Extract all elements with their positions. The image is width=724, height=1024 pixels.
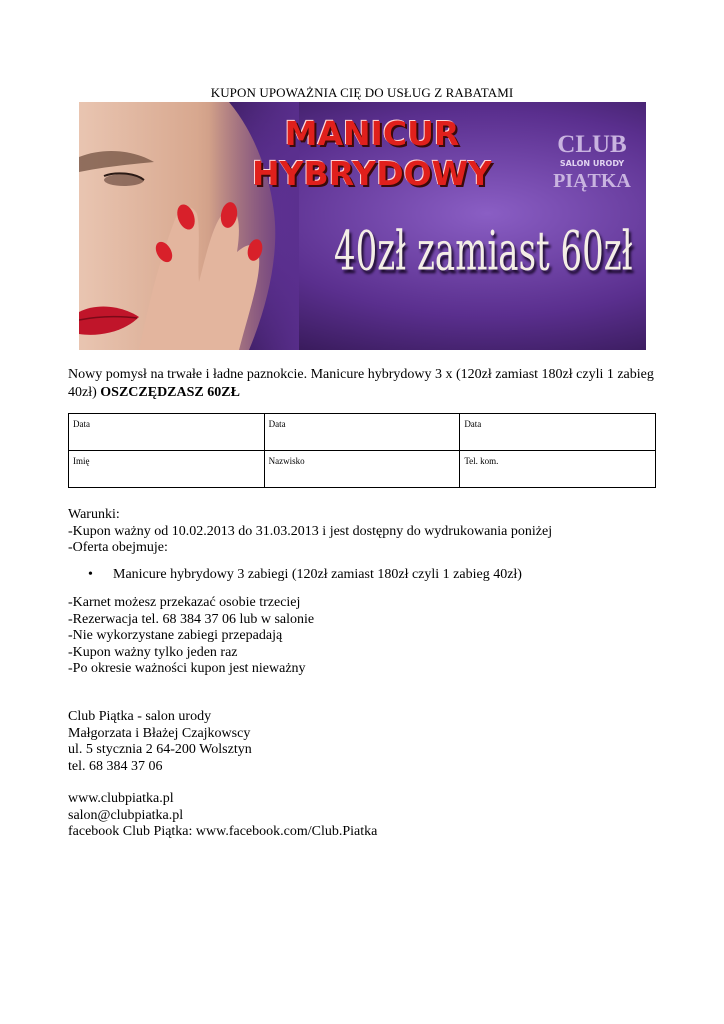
promo-banner [79, 102, 646, 350]
facebook-link[interactable]: facebook Club Piątka: www.facebook.com/Club.Piatka [68, 824, 378, 839]
contact-section [68, 709, 668, 841]
salon-name: Club Piątka - salon urody [68, 709, 212, 724]
validity-line: -Kupon ważny od 10.02.2013 do 31.03.2013 i jest dostępny do wydrukowania poniżej [68, 523, 553, 539]
bullet-icon: • [88, 566, 93, 582]
logo-piatka-text: PIĄTKA [553, 170, 631, 192]
offer-includes-line: -Oferta obejmuje: [68, 540, 168, 555]
intro-savings-highlight: OSZCZĘDZASZ 60ZŁ [100, 385, 240, 400]
table-row [69, 414, 656, 451]
list-item [68, 567, 668, 584]
last-name-field[interactable]: Nazwisko [264, 451, 460, 488]
logo-club-text: CLUB [557, 131, 627, 158]
intro-paragraph [68, 366, 658, 402]
salon-phone: tel. 68 384 37 06 [68, 758, 163, 774]
banner-headline: MANICUR HYBRYDOWY [252, 114, 492, 193]
table-row [69, 451, 656, 488]
rule-transfer: -Karnet możesz przekazać osobie trzeciej [68, 595, 301, 610]
rule-single-use: -Kupon ważny tylko jeden raz [68, 644, 238, 660]
phone-field[interactable]: Tel. kom. [460, 451, 656, 488]
conditions-heading: Warunki: [68, 507, 120, 522]
intro-text: Nowy pomysł na trwałe i ładne paznokcie. Manicure hybrydowy 3 x (120zł zamiast 180zł czyli 1 zabieg 40zł) [68, 367, 654, 400]
customer-data-table [68, 413, 656, 488]
date-field-1[interactable]: Data [69, 414, 265, 451]
rule-expiry: -Po okresie ważności kupon jest nieważny [68, 661, 306, 676]
email-link[interactable]: salon@clubpiatka.pl [68, 807, 184, 823]
offer-item-text: Manicure hybrydowy 3 zabiegi (120zł zamiast 180zł czyli 1 zabieg 40zł) [113, 566, 522, 582]
first-name-field[interactable]: Imię [69, 451, 265, 488]
salon-owners: Małgorzata i Błażej Czajkowscy [68, 725, 251, 741]
salon-logo [546, 132, 638, 192]
salon-address: ul. 5 stycznia 2 64-200 Wolsztyn [68, 742, 252, 757]
conditions-section [68, 507, 668, 678]
rule-unused: -Nie wykorzystane zabiegi przepadają [68, 628, 283, 643]
website-link[interactable]: www.clubpiatka.pl [68, 791, 174, 806]
offer-list [68, 567, 668, 584]
date-field-3[interactable]: Data [460, 414, 656, 451]
page-title: KUPON UPOWAŻNIA CIĘ DO USŁUG Z RABATAMI [210, 85, 514, 100]
logo-subtitle-text: SALON URODY [559, 159, 625, 168]
date-field-2[interactable]: Data [264, 414, 460, 451]
rule-reservation: -Rezerwacja tel. 68 384 37 06 lub w salonie [68, 611, 315, 627]
banner-price: 40zł zamiast 60zł [334, 220, 633, 284]
